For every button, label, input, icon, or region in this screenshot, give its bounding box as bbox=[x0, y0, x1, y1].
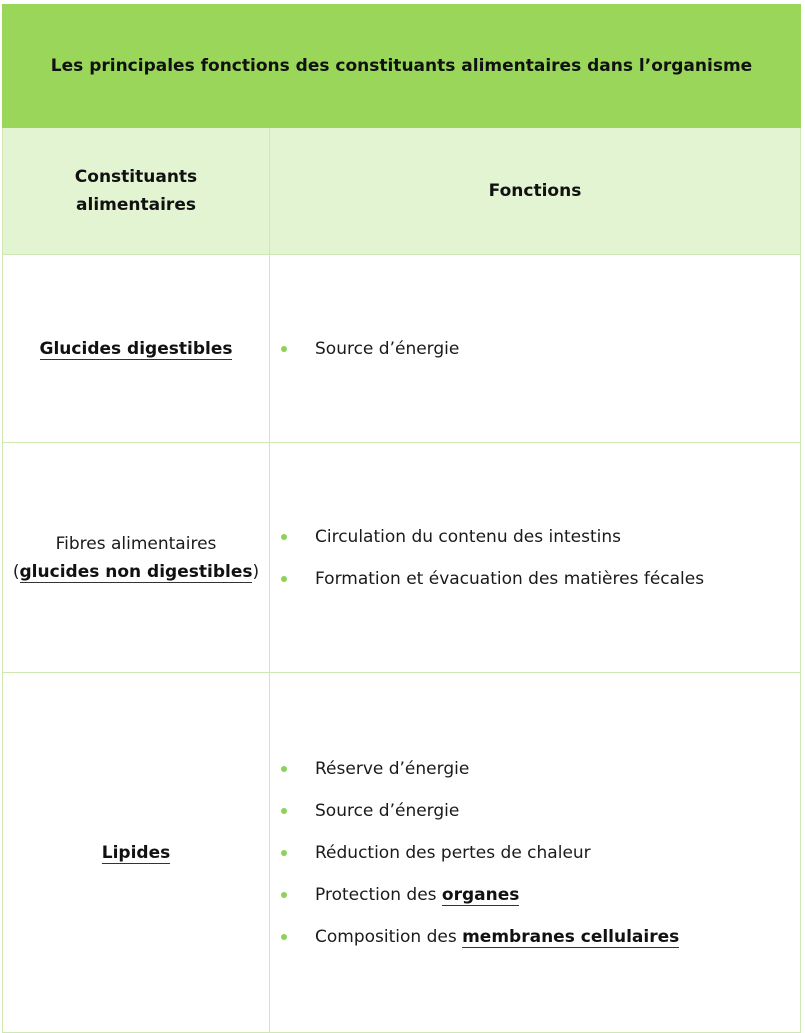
fibres-label: Fibres alimentaires bbox=[55, 533, 217, 554]
list-item bbox=[270, 874, 800, 916]
functions-cell bbox=[270, 443, 801, 673]
function-text: Réserve d’énergie bbox=[315, 758, 470, 779]
functions-list bbox=[270, 748, 800, 958]
list-item bbox=[270, 916, 800, 958]
list-item bbox=[270, 832, 800, 874]
header-constituants bbox=[3, 128, 270, 255]
list-item bbox=[270, 516, 800, 558]
bullet-icon bbox=[281, 808, 287, 814]
lipides-link[interactable]: Lipides bbox=[101, 842, 171, 863]
function-text: Formation et évacuation des matières fécales bbox=[315, 568, 705, 589]
nutrition-functions-table bbox=[2, 4, 801, 1033]
header-constituants-line1: Constituants bbox=[74, 167, 198, 187]
header-constituants-line2: alimentaires bbox=[76, 195, 196, 215]
bullet-icon bbox=[281, 934, 287, 940]
bullet-icon bbox=[281, 766, 287, 772]
table-row bbox=[3, 443, 801, 673]
table-row bbox=[3, 255, 801, 443]
function-text: Source d’énergie bbox=[315, 338, 460, 359]
organes-link[interactable]: organes bbox=[441, 884, 520, 905]
functions-list bbox=[270, 328, 800, 370]
table-row bbox=[3, 673, 801, 1033]
bullet-icon bbox=[281, 346, 287, 352]
bullet-icon bbox=[281, 892, 287, 898]
constituant-cell bbox=[3, 673, 270, 1033]
glucides-non-digestibles-link[interactable]: glucides non digestibles bbox=[19, 561, 253, 582]
functions-cell bbox=[270, 673, 801, 1033]
paren-open: ( bbox=[12, 561, 20, 582]
bullet-icon bbox=[281, 534, 287, 540]
functions-list bbox=[270, 516, 800, 600]
bullet-icon bbox=[281, 576, 287, 582]
bullet-icon bbox=[281, 850, 287, 856]
list-item bbox=[270, 328, 800, 370]
glucides-digestibles-link[interactable]: Glucides digestibles bbox=[39, 338, 233, 359]
function-text: Composition des bbox=[315, 926, 463, 947]
header-fonctions bbox=[270, 128, 801, 255]
constituant-cell bbox=[3, 443, 270, 673]
list-item bbox=[270, 748, 800, 790]
function-text: Protection des bbox=[315, 884, 442, 905]
functions-cell bbox=[270, 255, 801, 443]
table-title-text: Les principales fonctions des constituants alimentaires dans l’organisme bbox=[50, 56, 753, 76]
list-item bbox=[270, 790, 800, 832]
list-item bbox=[270, 558, 800, 600]
table-title bbox=[3, 5, 801, 128]
paren-close: ) bbox=[252, 561, 260, 582]
function-text: Réduction des pertes de chaleur bbox=[315, 842, 591, 863]
membranes-cellulaires-link[interactable]: membranes cellulaires bbox=[462, 926, 680, 947]
function-text: Source d’énergie bbox=[315, 800, 460, 821]
header-fonctions-text: Fonctions bbox=[488, 181, 582, 201]
function-text: Circulation du contenu des intestins bbox=[315, 526, 622, 547]
constituant-cell bbox=[3, 255, 270, 443]
